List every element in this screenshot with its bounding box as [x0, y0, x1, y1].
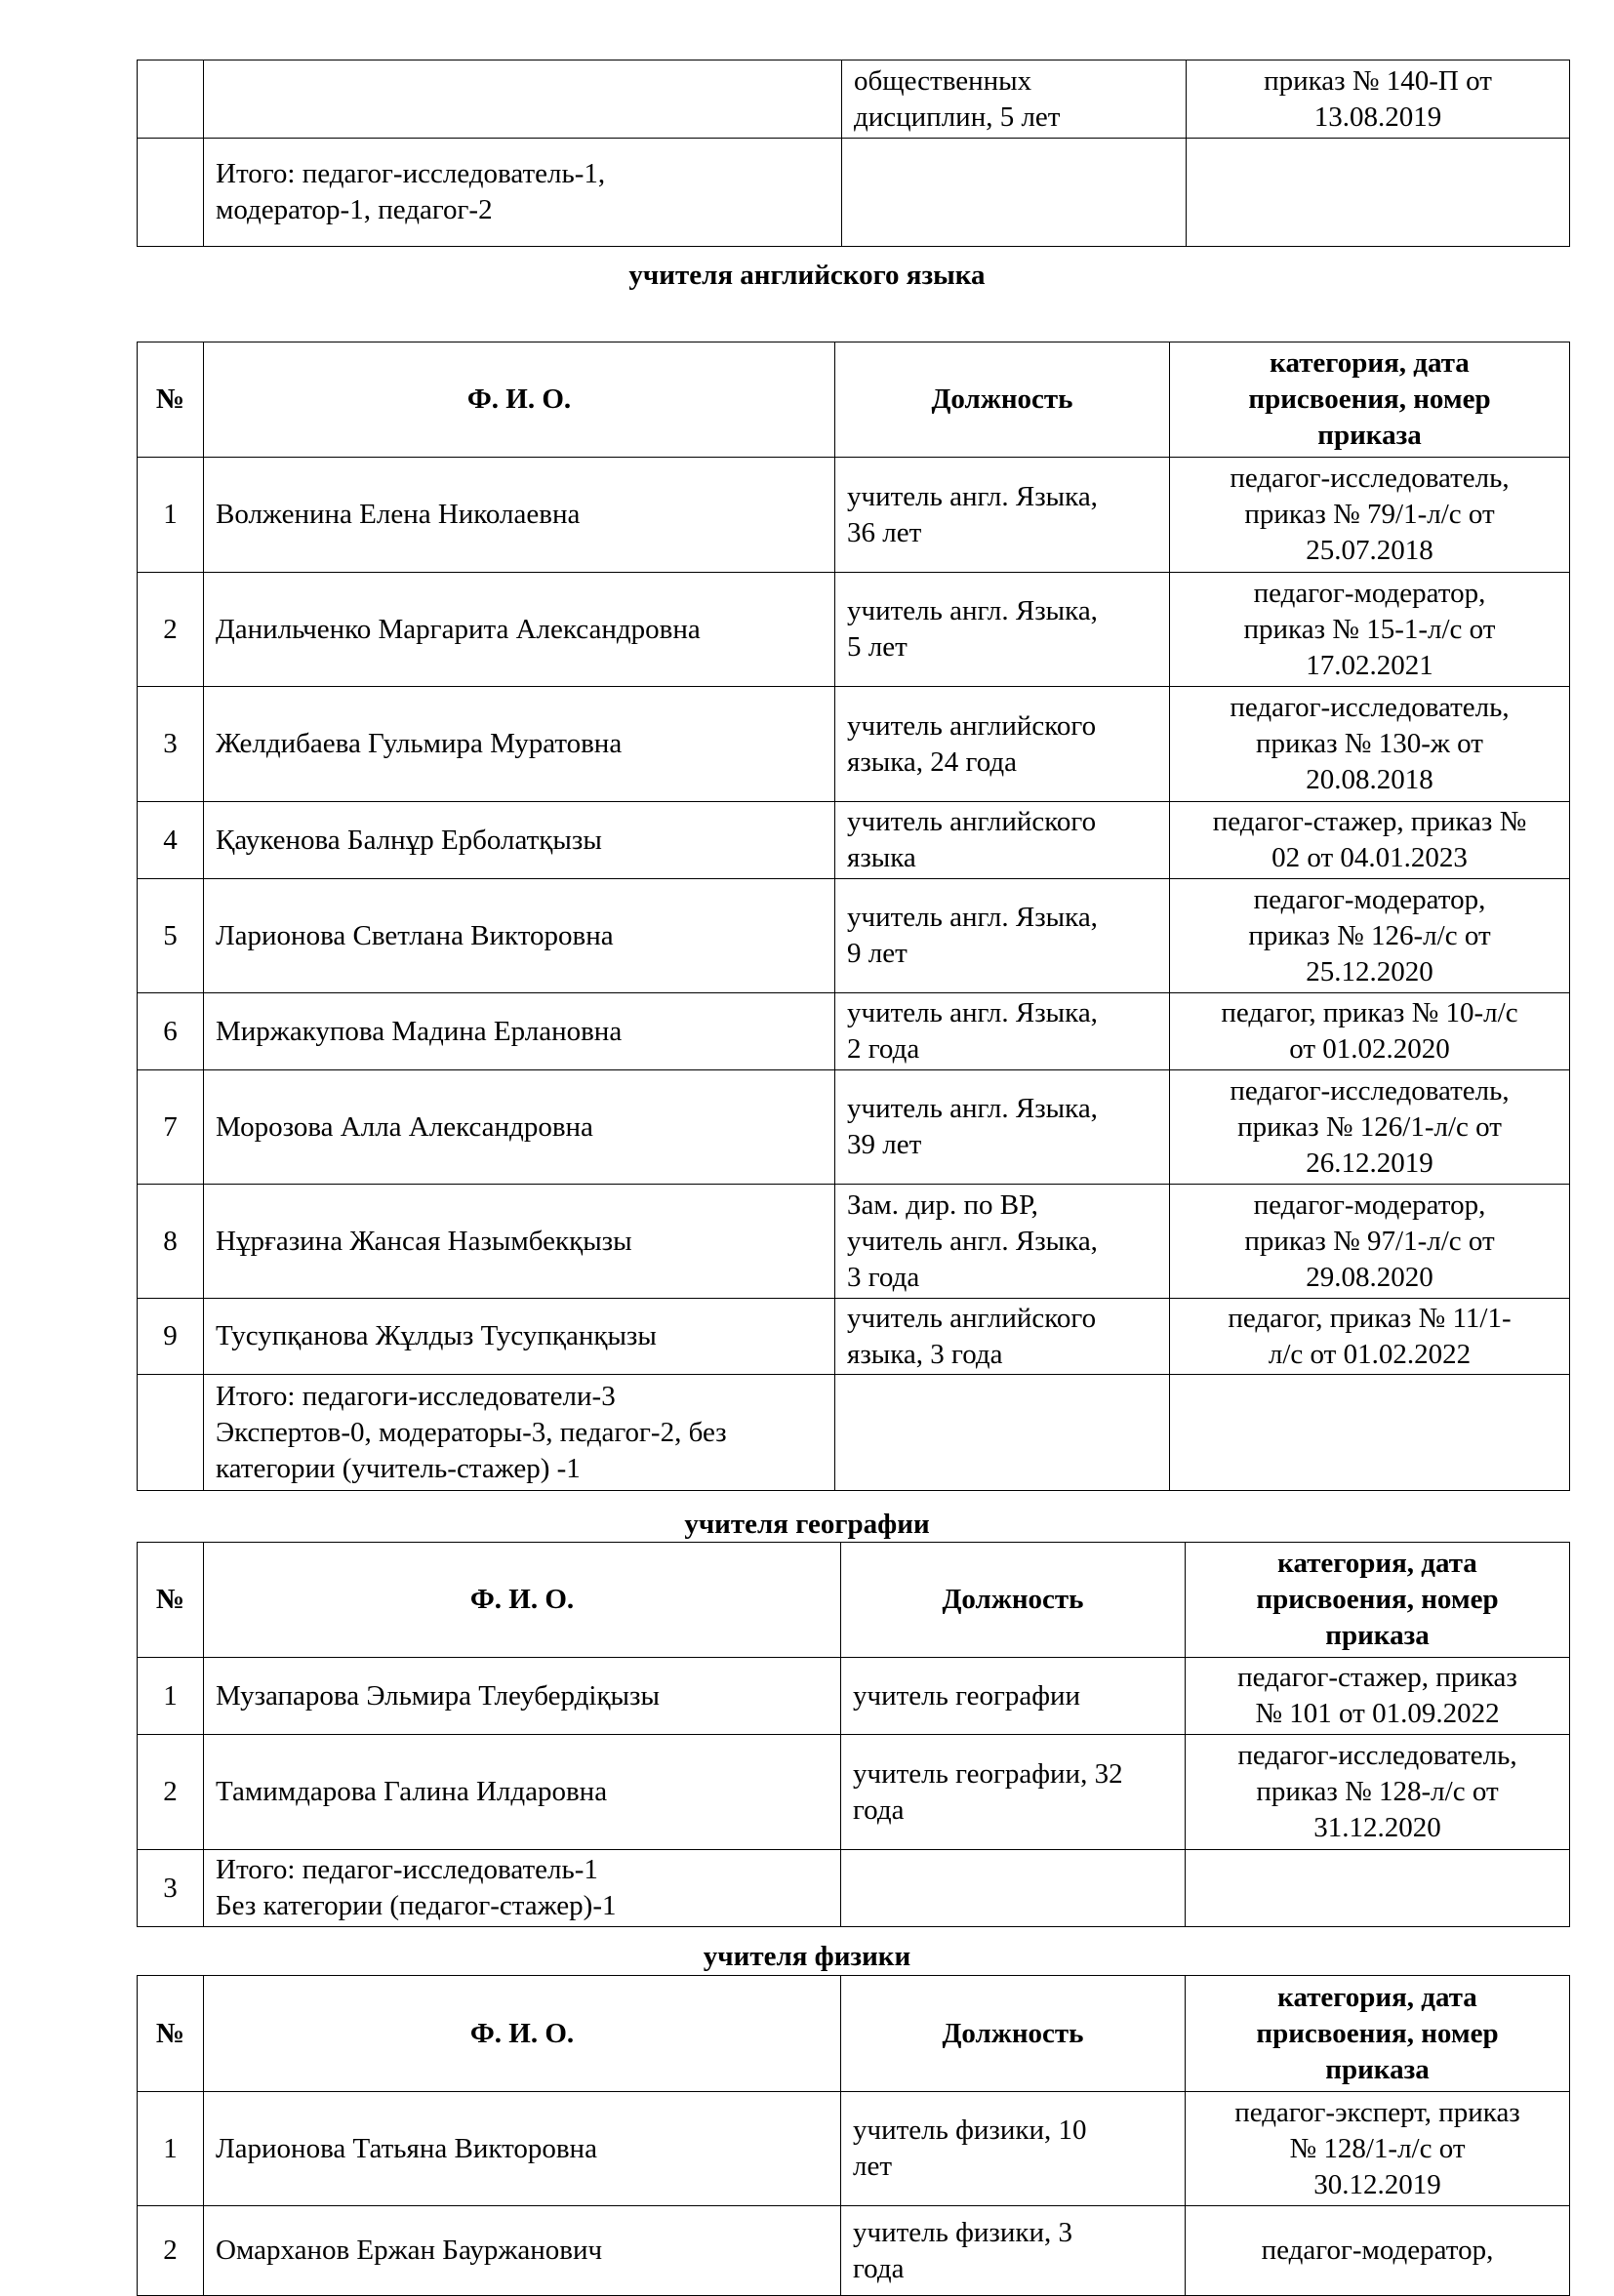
category-cell: педагог-стажер, приказ № 101 от 01.09.2022	[1186, 1658, 1570, 1735]
full-name-cell: Волженина Елена Николаевна	[204, 458, 835, 573]
full-name-cell: Тусупқанова Жұлдыз Тусупқанқызы	[204, 1299, 835, 1375]
position-cell: учитель английского языка	[835, 802, 1170, 879]
category-cell: педагог, приказ № 11/1- л/с от 01.02.2022	[1170, 1299, 1570, 1375]
category-cell: педагог-эксперт, приказ № 128/1-л/с от 30.12.2019	[1186, 2092, 1570, 2206]
header-category: категория, дата присвоения, номер приказа	[1186, 1543, 1570, 1658]
header-number: №	[138, 1543, 204, 1658]
table-row	[138, 1658, 1570, 1735]
category-cell: педагог-стажер, приказ № 02 от 04.01.2023	[1170, 802, 1570, 879]
position-cell: общественных дисциплин, 5 лет	[842, 60, 1187, 139]
category-cell: педагог-исследователь, приказ № 130-ж от 20.08.2018	[1170, 687, 1570, 802]
header-full-name: Ф. И. О.	[204, 342, 835, 458]
table-row	[138, 1735, 1570, 1850]
header-position: Должность	[835, 342, 1170, 458]
geography-teachers-table	[137, 1542, 1570, 1927]
english-body	[138, 458, 1570, 1491]
position-cell: учитель физики, 3 года	[841, 2206, 1186, 2296]
row-number-cell: 3	[138, 687, 204, 802]
position-cell	[835, 1375, 1170, 1491]
position-cell: учитель английского языка, 3 года	[835, 1299, 1170, 1375]
table-row	[138, 687, 1570, 802]
category-cell	[1170, 1375, 1570, 1491]
table-row	[138, 993, 1570, 1070]
category-cell: педагог-модератор, приказ № 97/1-л/с от 29.08.2020	[1170, 1185, 1570, 1299]
category-cell: педагог, приказ № 10-л/с от 01.02.2020	[1170, 993, 1570, 1070]
category-cell	[1187, 139, 1570, 247]
row-number-cell: 8	[138, 1185, 204, 1299]
row-number-cell: 5	[138, 879, 204, 993]
row-number-cell: 1	[138, 458, 204, 573]
table-row	[138, 802, 1570, 879]
header-number: №	[138, 1976, 204, 2092]
row-number-cell: 4	[138, 802, 204, 879]
category-cell: педагог-исследователь, приказ № 79/1-л/с от 25.07.2018	[1170, 458, 1570, 573]
category-cell: педагог-модератор,	[1186, 2206, 1570, 2296]
header-full-name: Ф. И. О.	[204, 1976, 841, 2092]
category-cell: педагог-модератор, приказ № 15-1-л/с от 17.02.2021	[1170, 573, 1570, 687]
header-category: категория, дата присвоения, номер приказа	[1186, 1976, 1570, 2092]
header-position: Должность	[841, 1543, 1186, 1658]
table-row	[138, 573, 1570, 687]
position-cell: учитель англ. Языка, 39 лет	[835, 1070, 1170, 1185]
position-cell: учитель физики, 10 лет	[841, 2092, 1186, 2206]
table-row	[138, 458, 1570, 573]
category-cell: педагог-исследователь, приказ № 126/1-л/с от 26.12.2019	[1170, 1070, 1570, 1185]
physics-header-row	[138, 1976, 1570, 2092]
full-name-cell: Музапарова Эльмира Тлеубердіқызы	[204, 1658, 841, 1735]
section-title-geography: учителя географии	[684, 1509, 930, 1540]
table-row	[138, 1070, 1570, 1185]
category-cell: педагог-исследователь, приказ № 128-л/с от 31.12.2020	[1186, 1735, 1570, 1850]
table-row	[138, 2092, 1570, 2206]
geography-body	[138, 1658, 1570, 1927]
position-cell	[842, 139, 1187, 247]
table-row	[138, 139, 1570, 247]
continuation-body	[138, 60, 1570, 247]
row-number-cell: 7	[138, 1070, 204, 1185]
table-row	[138, 1375, 1570, 1491]
row-number-cell: 1	[138, 1658, 204, 1735]
row-number-cell: 2	[138, 2206, 204, 2296]
full-name-cell: Ларионова Светлана Викторовна	[204, 879, 835, 993]
full-name-cell: Морозова Алла Александровна	[204, 1070, 835, 1185]
row-number-cell	[138, 1375, 204, 1491]
category-cell: педагог-модератор, приказ № 126-л/с от 25.12.2020	[1170, 879, 1570, 993]
full-name-cell: Итого: педагоги-исследователи-3 Экспертов-0, модераторы-3, педагог-2, без категории (учитель-стажер) -1	[204, 1375, 835, 1491]
position-cell: учитель англ. Языка, 9 лет	[835, 879, 1170, 993]
row-number-cell: 6	[138, 993, 204, 1070]
full-name-cell: Қаукенова Балнұр Ерболатқызы	[204, 802, 835, 879]
full-name-cell: Желдибаева Гульмира Муратовна	[204, 687, 835, 802]
full-name-cell: Ларионова Татьяна Викторовна	[204, 2092, 841, 2206]
position-cell: учитель англ. Языка, 36 лет	[835, 458, 1170, 573]
full-name-cell	[204, 60, 842, 139]
table-row	[138, 1185, 1570, 1299]
row-number-cell: 9	[138, 1299, 204, 1375]
position-cell: учитель английского языка, 24 года	[835, 687, 1170, 802]
physics-teachers-table	[137, 1975, 1570, 2296]
category-cell	[1186, 1850, 1570, 1927]
row-number-cell	[138, 60, 204, 139]
table-row	[138, 879, 1570, 993]
row-number-cell: 2	[138, 573, 204, 687]
header-number: №	[138, 342, 204, 458]
full-name-cell: Итого: педагог-исследователь-1, модератор-1, педагог-2	[204, 139, 842, 247]
table-row	[138, 1299, 1570, 1375]
position-cell: учитель географии	[841, 1658, 1186, 1735]
full-name-cell: Нұрғазина Жансая Назымбекқызы	[204, 1185, 835, 1299]
full-name-cell: Миржакупова Мадина Ерлановна	[204, 993, 835, 1070]
table-row	[138, 60, 1570, 139]
row-number-cell: 3	[138, 1850, 204, 1927]
section-title-physics: учителя физики	[703, 1941, 911, 1972]
full-name-cell: Данильченко Маргарита Александровна	[204, 573, 835, 687]
header-position: Должность	[841, 1976, 1186, 2092]
full-name-cell: Тамимдарова Галина Илдаровна	[204, 1735, 841, 1850]
geography-header-row	[138, 1543, 1570, 1658]
position-cell: Зам. дир. по ВР, учитель англ. Языка, 3 года	[835, 1185, 1170, 1299]
row-number-cell	[138, 139, 204, 247]
row-number-cell: 1	[138, 2092, 204, 2206]
english-teachers-table	[137, 342, 1570, 1491]
position-cell: учитель англ. Языка, 2 года	[835, 993, 1170, 1070]
full-name-cell: Омарханов Ержан Бауржанович	[204, 2206, 841, 2296]
section-title-english: учителя английского языка	[628, 260, 986, 291]
position-cell: учитель географии, 32 года	[841, 1735, 1186, 1850]
position-cell	[841, 1850, 1186, 1927]
position-cell: учитель англ. Языка, 5 лет	[835, 573, 1170, 687]
header-category: категория, дата присвоения, номер приказа	[1170, 342, 1570, 458]
row-number-cell: 2	[138, 1735, 204, 1850]
english-header-row	[138, 342, 1570, 458]
physics-body	[138, 2092, 1570, 2296]
header-full-name: Ф. И. О.	[204, 1543, 841, 1658]
continuation-table	[137, 60, 1570, 247]
category-cell: приказ № 140-П от 13.08.2019	[1187, 60, 1570, 139]
table-row	[138, 1850, 1570, 1927]
full-name-cell: Итого: педагог-исследователь-1 Без категории (педагог-стажер)-1	[204, 1850, 841, 1927]
